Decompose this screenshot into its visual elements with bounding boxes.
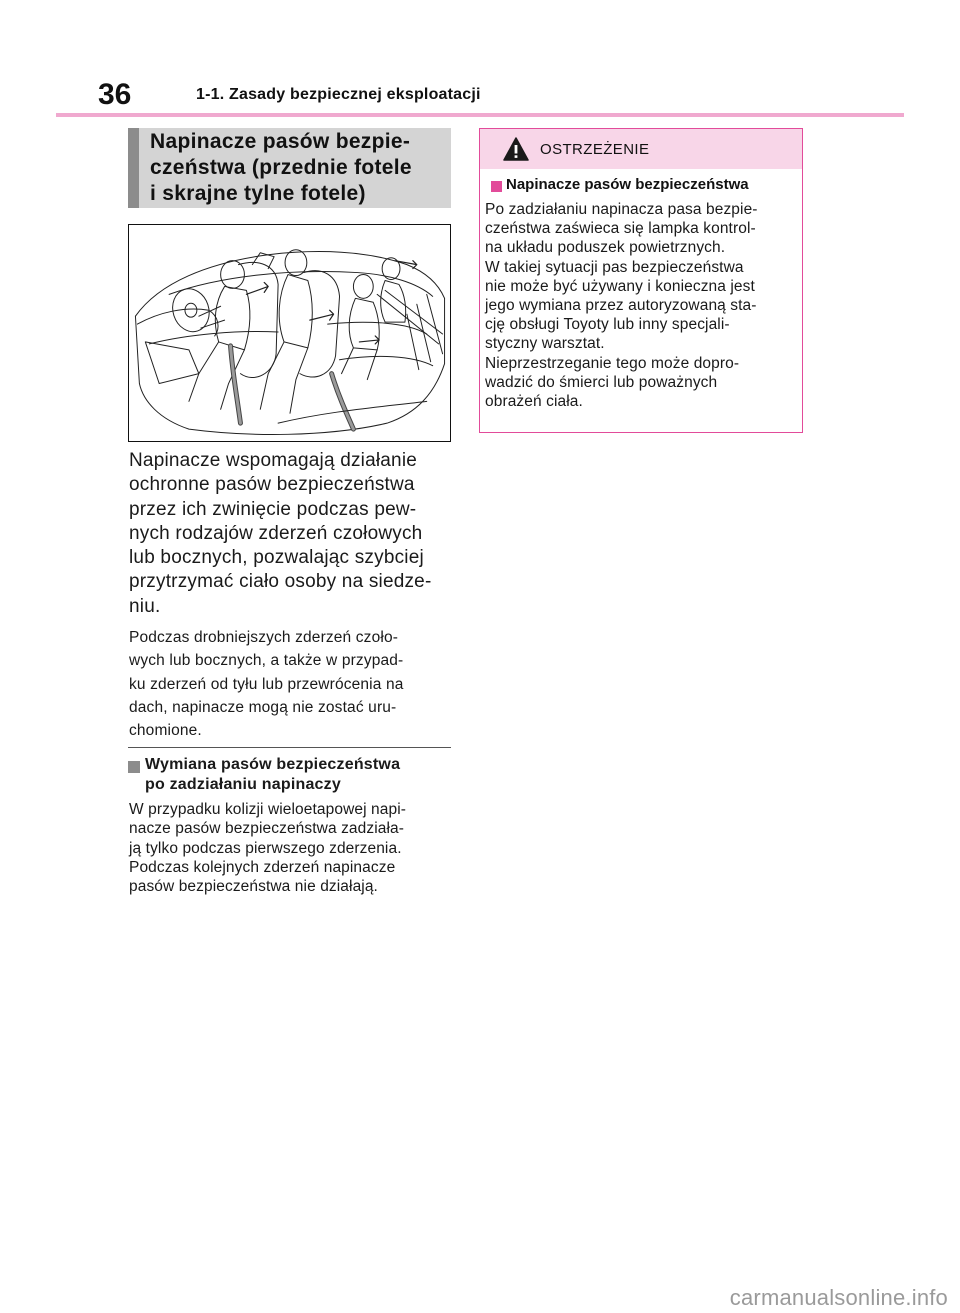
section-title: Napinacze pasów bezpie- czeństwa (przednie fotele i skrajne tylne fotele) bbox=[150, 130, 412, 205]
square-bullet-icon bbox=[128, 761, 140, 773]
intro-paragraph: Napinacze wspomagają działanie ochronne pasów bezpieczeństwa przez ich zwinięcie podczas pew- nych rodzajów zderzeń czołowych lub bocznych, pozwalając szybciej przytrzymać ciało osoby na siedze- niu. bbox=[129, 450, 432, 617]
subsection-paragraph: W przypadku kolizji wieloetapowej napi- nacze pasów bezpieczeństwa zadziała- ją tylko podczas pierwszego zderzenia. Podczas kolejnych zderzeń napinacze pasów bezpieczeństwa nie działają. bbox=[129, 801, 406, 896]
square-bullet-icon bbox=[491, 181, 502, 192]
note-paragraph: Podczas drobniejszych zderzeń czoło- wych lub bocznych, a także w przypad- ku zderzeń od tyłu lub przewrócenia na dach, napinacze mogą nie zostać uru- chomione. bbox=[129, 629, 404, 740]
page-number: 36 bbox=[98, 78, 132, 111]
warning-title: OSTRZEŻENIE bbox=[540, 141, 650, 158]
chapter-title: 1-1. Zasady bezpiecznej eksploatacji bbox=[196, 86, 481, 103]
warning-body: Po zadziałaniu napinacza pasa bezpie- czeństwa zaświeca się lampka kontrol- na układu poduszek powietrznych. W takiej sytuacji pas bezpieczeństwa nie może być używany i konieczna jest jego wymiana przez autoryzowaną sta- cję obsługi Toyoty lub inny specjali- styczny warsztat. Nieprzestrzeganie tego może dopro- wadzić do śmierci lub poważnych obrażeń ciała. bbox=[485, 201, 758, 411]
warning-header bbox=[480, 129, 802, 169]
section-title-box bbox=[128, 128, 451, 208]
subsection-heading: Wymiana pasów bezpieczeństwa po zadziałaniu napinaczy bbox=[145, 756, 401, 793]
header-rule bbox=[56, 113, 904, 117]
watermark: carmanualsonline.info bbox=[729, 1285, 948, 1310]
seatbelt-pretensioner-illustration bbox=[128, 224, 451, 442]
warning-box bbox=[479, 128, 803, 433]
warning-subheading: Napinacze pasów bezpieczeństwa bbox=[506, 176, 749, 193]
warning-triangle-icon bbox=[503, 137, 529, 161]
section-divider bbox=[128, 747, 451, 748]
